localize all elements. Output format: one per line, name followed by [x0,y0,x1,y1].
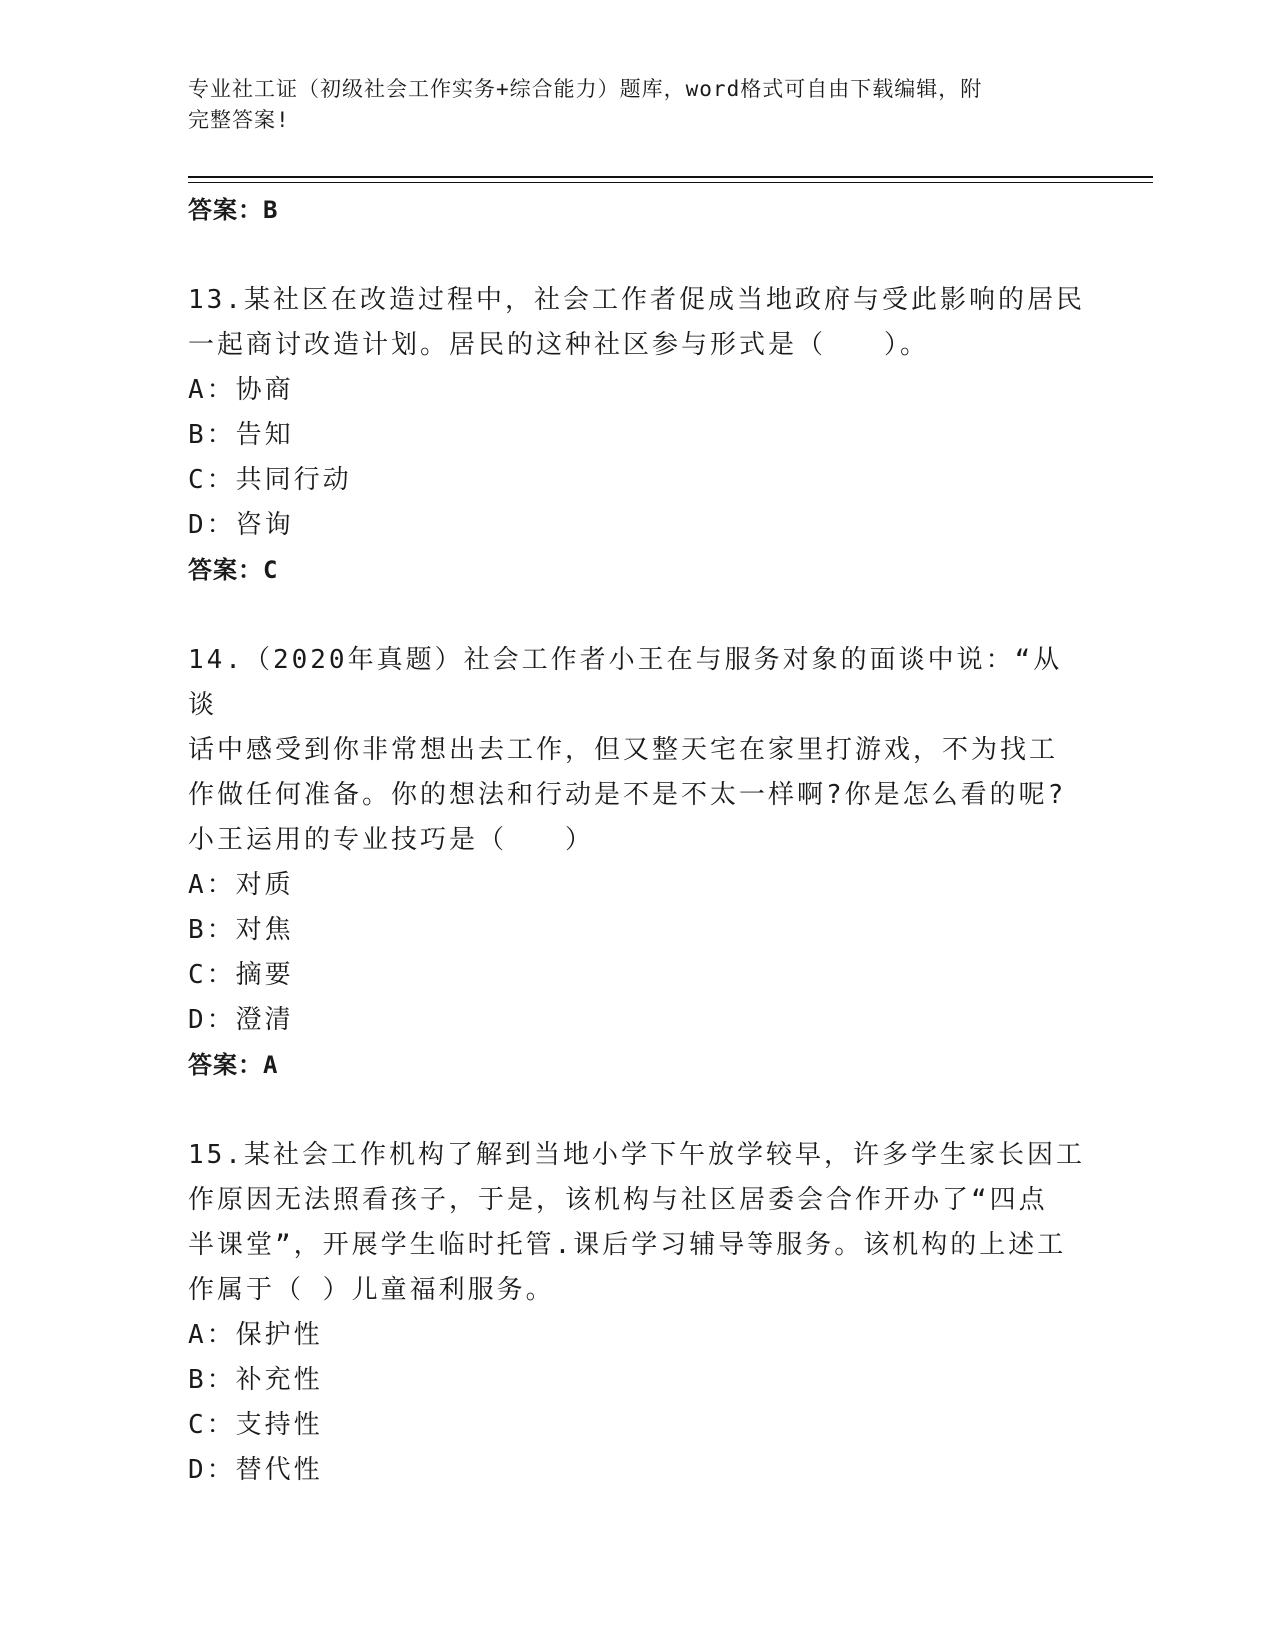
question-13-option-b: B：告知 [188,420,294,450]
question-15-options [188,1313,1088,1493]
question-14 [188,638,1088,1088]
question-14-stem-line-3: 作做任何准备。你的想法和行动是不是不太一样啊?你是怎么看的呢? [188,780,1067,810]
question-15-option-d: D：替代性 [188,1455,323,1485]
question-content [188,188,1088,1493]
question-14-option-b: B：对焦 [188,915,294,945]
question-15-option-c: C：支持性 [188,1410,323,1440]
question-13-option-c: C：共同行动 [188,465,352,495]
question-13-stem-line-1: 13.某社区在改造过程中，社会工作者促成当地政府与受此影响的居民 [188,285,1085,315]
header-line-1: 专业社工证（初级社会工作实务+综合能力）题库，word格式可自由下载编辑，附 [188,77,983,101]
question-15-stem-line-2: 作原因无法照看孩子，于是，该机构与社区居委会合作开办了“四点 [188,1185,1048,1215]
answer-q14: 答案：A [188,1051,279,1079]
question-14-stem-line-4: 小王运用的专业技巧是（ ） [188,825,595,855]
question-13-option-d: D：咨询 [188,510,294,540]
question-15-stem-line-1: 15.某社会工作机构了解到当地小学下午放学较早，许多学生家长因工 [188,1140,1085,1170]
header-line-2: 完整答案! [188,108,290,132]
answer-q12: 答案：B [188,196,279,224]
question-14-option-d: D：澄清 [188,1005,294,1035]
page-header [188,74,1088,136]
question-15-stem-line-4: 作属于（ ）儿童福利服务。 [188,1275,555,1305]
question-14-stem-line-2: 话中感受到你非常想出去工作，但又整天宅在家里打游戏，不为找工 [188,735,1059,765]
question-14-stem-line-1: 14.（2020年真题）社会工作者小王在与服务对象的面谈中说：“从谈 [188,645,1063,720]
question-13-options [188,368,1088,548]
answer-q13: 答案：C [188,556,279,584]
question-15-option-b: B：补充性 [188,1365,323,1395]
question-14-option-a: A：对质 [188,870,294,900]
question-14-option-c: C：摘要 [188,960,294,990]
header-divider-thick [188,176,1153,178]
question-15-stem-line-3: 半课堂”，开展学生临时托管.课后学习辅导等服务。该机构的上述工 [188,1230,1067,1260]
question-13-stem-line-2: 一起商讨改造计划。居民的这种社区参与形式是（ ）。 [188,330,930,360]
question-15-option-a: A：保护性 [188,1320,323,1350]
question-15 [188,1133,1088,1493]
question-14-options [188,863,1088,1043]
question-13-option-a: A：协商 [188,375,294,405]
header-divider-thin [188,182,1153,183]
question-13 [188,278,1088,593]
